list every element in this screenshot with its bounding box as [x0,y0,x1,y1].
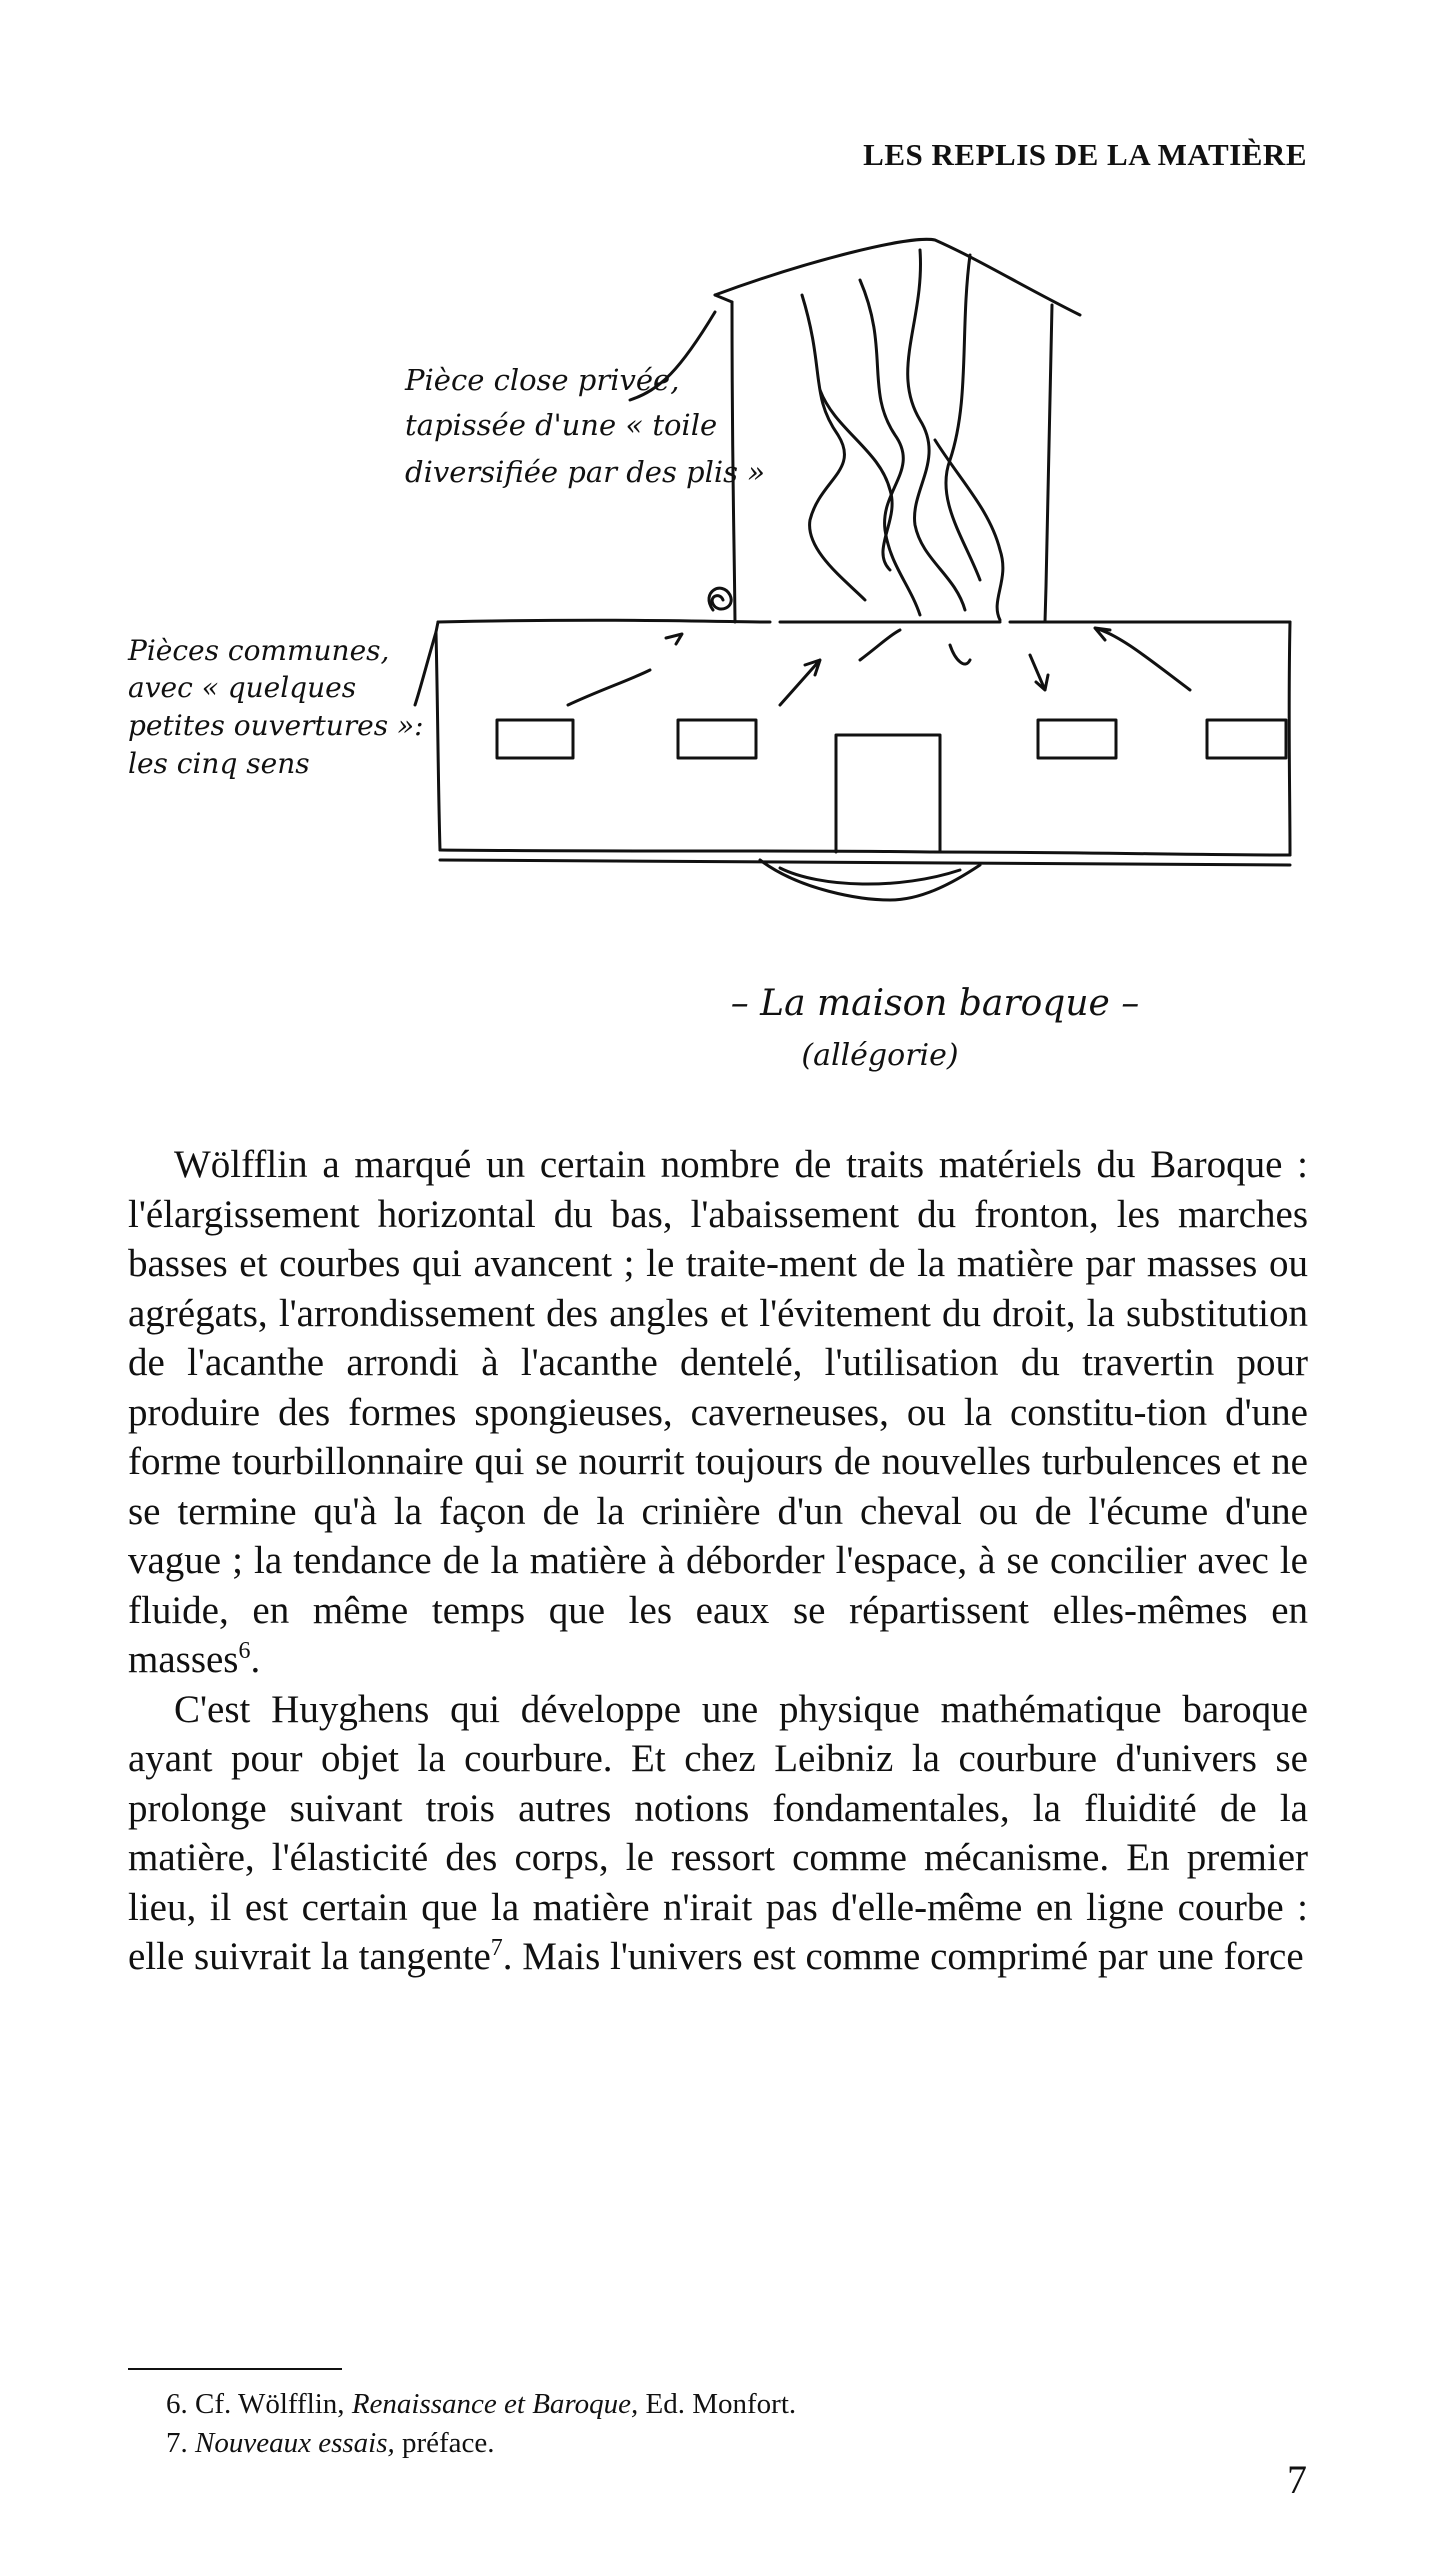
fold-1 [802,295,865,600]
footnote-7-number: 7. [166,2427,188,2459]
upper-roof-left [715,295,732,302]
arrow-4 [860,630,900,660]
footnote-ref-7[interactable]: 7 [490,1935,503,1961]
figure-caption: – La maison baroque – [730,983,1140,1024]
lower-left-wall [436,622,440,850]
paragraph-2-text: C'est Huyghens qui développe une physique mathématique baroque ayant pour objet la courbure. Et chez Leibniz la courbure d'univers se prolonge suivant trois autres notions fondamentales, la fluidité de la matière, l'élasticité des corps, le ressort comme mécanisme. En premier lieu, il est certain que la matière n'irait pas d'elle-même en ligne courbe : elle suivrait la tangente [128,1687,1308,1978]
annotation-upper-line-3: diversifiée par des plis » [405,455,766,489]
footnote-rule [128,2368,342,2370]
annotation-lower-line-4: les cinq sens [128,747,310,780]
fold-5 [820,390,892,570]
upper-roof [715,239,1080,315]
page-number: 7 [1287,2457,1307,2502]
fold-6 [935,440,1003,620]
floor-wave-2 [780,868,960,884]
paragraph-1-text: Wölfflin a marqué un certain nombre de traits matériels du Baroque : l'élargissement horizontal du bas, l'abaissement du fronton, les marches basses et courbes qui avancent ; le traite-ment de la matière par masses ou agrégats, l'arrondissement des angles et l'évitement du droit, la substitution de l'acanthe arrondi à l'acanthe dentelé, l'utilisation du travertin pour produire des formes spongieuses, caverneuses, ou la constitu-tion d'une forme tourbillonnaire qui se nourrit toujours de nouvelles turbulences et ne se termine qu'à la façon de la crinière d'un cheval ou de l'écume d'une vague ; la tendance de la matière à déborder l'espace, à se concilier avec le fluide, en même temps que les eaux se répartissent elles-mêmes en masses [128,1143,1308,1681]
lower-right-wall [1289,622,1290,855]
body-text [128,1140,1308,1982]
annotation-lower-line-1: Pièces communes, [128,634,390,667]
arrow-2 [666,634,682,644]
annotation-upper [404,363,765,489]
annotation-upper-line-1: Pièce close privée, [405,363,680,397]
arrow-6 [1030,655,1048,690]
lower-floor [440,850,1290,855]
fold-2 [860,280,920,615]
paragraph-1-end: . [250,1638,261,1681]
annotation-lower [127,634,432,780]
door [836,735,940,852]
curl-ornament [709,588,731,610]
footnote-7-post: préface. [402,2427,495,2459]
baroque-house-drawing [120,220,1320,1090]
leader-lower [415,632,436,705]
footnote-7-title: Nouveaux essais, [195,2427,395,2459]
annotation-lower-line-2: avec « quelques [128,671,357,704]
arrow-5 [950,645,970,664]
footnote-6-number: 6. [166,2388,188,2420]
footnote-6-pre: Cf. Wölfflin, [195,2388,345,2420]
window-2 [678,720,756,758]
running-head: LES REPLIS DE LA MATIÈRE [863,137,1307,172]
floor-wave [760,860,980,900]
paragraph-2 [128,1685,1308,1982]
figure-caption-subtitle: (allégorie) [801,1038,959,1073]
footnote-6 [166,2385,796,2424]
baroque-house-figure [120,220,1320,1090]
footnote-6-title: Renaissance et Baroque, [351,2388,639,2420]
arrow-7 [1095,628,1190,690]
arrow-3 [780,660,820,705]
window-1 [497,720,573,758]
fold-4 [946,255,980,580]
footnotes [166,2385,796,2463]
footnote-ref-6[interactable]: 6 [238,1638,251,1664]
annotation-lower-line-3: petites ouvertures »: [128,709,424,742]
lower-floor-2 [440,860,1290,865]
window-3 [1038,720,1116,758]
lower-top-wall [438,620,770,622]
upper-right-wall [1045,305,1052,622]
window-4 [1207,720,1286,758]
footnote-7 [166,2424,796,2463]
footnote-6-post: Ed. Monfort. [645,2388,797,2420]
paragraph-2-end: . Mais l'univers est comme comprimé par une force [502,1935,1304,1978]
annotation-upper-line-2: tapissée d'une « toile [405,408,718,442]
arrow-1 [568,670,650,705]
paragraph-1 [128,1140,1308,1685]
